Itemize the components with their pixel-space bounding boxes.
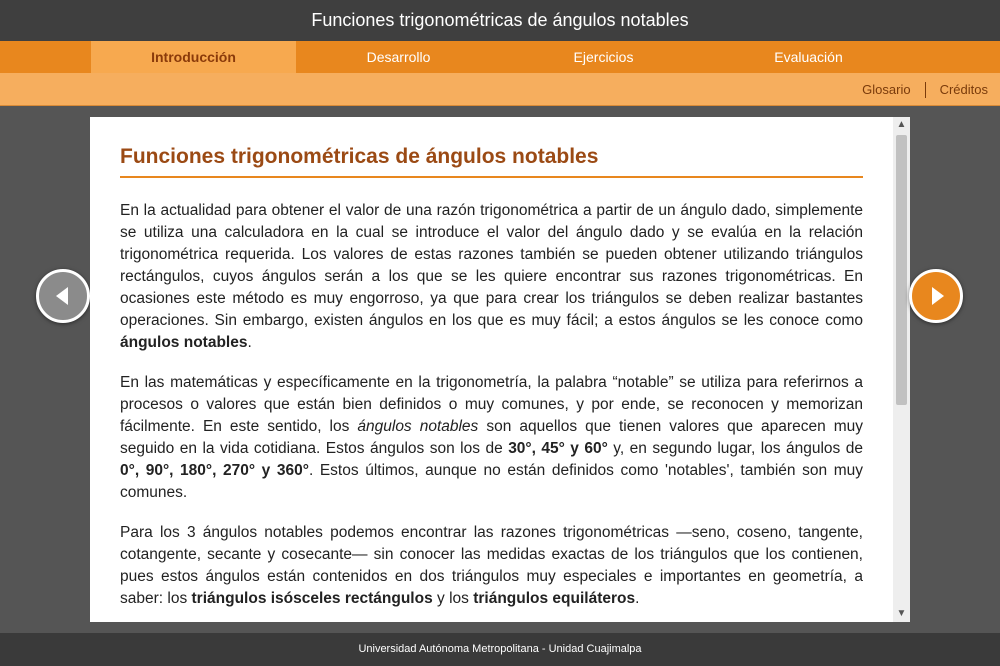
- paragraph-2-b: son aquellos que tienen valores que aparecen muy seguido en la vida cotidiana. Estos ángulos son los de: [120, 418, 863, 457]
- paragraph-2-italic: ángulos notables: [357, 418, 479, 435]
- tab-ejercicios[interactable]: Ejercicios: [573, 49, 634, 65]
- paragraph-3-a: Para los 3 ángulos notables podemos encontrar las razones trigonométricas —seno, coseno, tangente, cotangente, secante y cosecante— sin conocer las medidas exactas de los triángulos que los contienen, pues estos ángulos están contenidos en dos triángulos muy especiales e importantes en geometría, a saber: los: [120, 524, 863, 607]
- tab-evaluacion[interactable]: Evaluación: [774, 49, 843, 65]
- paragraph-3-c: .: [635, 590, 640, 607]
- arrow-right-icon: [932, 287, 944, 305]
- paragraph-2-bold2: 0°, 90°, 180°, 270° y 360°: [120, 462, 309, 479]
- main-nav: [0, 41, 1000, 73]
- paragraph-1-end: .: [247, 334, 252, 351]
- paragraph-3-bold1: triángulos isósceles rectángulos: [191, 590, 433, 607]
- glosario-link[interactable]: Glosario: [862, 82, 911, 97]
- paragraph-3-bold2: triángulos equiláteros: [473, 590, 636, 607]
- paragraph-3: [120, 522, 863, 610]
- paragraph-2-bold1: 30°, 45° y 60°: [508, 440, 608, 457]
- previous-button[interactable]: [36, 269, 90, 323]
- paragraph-3-b: y los: [432, 590, 474, 607]
- secondary-links: [862, 73, 988, 106]
- link-divider: [925, 82, 926, 98]
- page-title: Funciones trigonométricas de ángulos notables: [120, 145, 863, 178]
- paragraph-1-bold: ángulos notables: [120, 334, 248, 351]
- content-area: [120, 145, 863, 610]
- scroll-down-icon[interactable]: ▼: [896, 608, 907, 619]
- vertical-scrollbar[interactable]: [893, 117, 910, 622]
- paragraph-1-text: En la actualidad para obtener el valor de una razón trigonométrica a partir de un ángulo dado, simplemente se utiliza una calculadora en la cual se introduce el valor del ángulo dado y se evalúa en la relación trigonométrica requerida. Los valores de estas razones también se pueden obtener utilizando triángulos rectángulos, cuyos ángulos serán a los que se les quiere encontrar sus razones trigonométricas. En ocasiones este método es muy engorroso, ya que para crear los triángulos se deben realizar bastantes operaciones. Sin embargo, existen ángulos en los que es muy fácil; a estos ángulos se les conoce como: [120, 202, 863, 329]
- paragraph-2-a: En las matemáticas y específicamente en la trigonometría, la palabra “notable” se utiliza para referirnos a procesos o valores que están bien definidos o muy comunes, y por ende, se reconocen y memorizan fácilmente. En este sentido, los: [120, 374, 863, 435]
- arrow-left-icon: [56, 287, 68, 305]
- paragraph-1: [120, 200, 863, 354]
- paragraph-2-d: . Estos últimos, aunque no están definidos como 'notables', también son muy comunes.: [120, 462, 863, 501]
- scroll-up-icon[interactable]: ▲: [896, 119, 907, 130]
- paragraph-2: [120, 372, 863, 504]
- creditos-link[interactable]: Créditos: [939, 82, 988, 97]
- paragraph-2-c: y, en segundo lugar, los ángulos de: [607, 440, 864, 457]
- next-button[interactable]: [909, 269, 963, 323]
- content-panel: [90, 117, 910, 622]
- footer: Universidad Autónoma Metropolitana - Unidad Cuajimalpa: [0, 633, 1000, 666]
- tab-desarrollo[interactable]: Desarrollo: [366, 49, 431, 65]
- app-title: Funciones trigonométricas de ángulos notables: [0, 0, 1000, 41]
- scroll-thumb[interactable]: [896, 135, 907, 405]
- tab-introduccion[interactable]: Introducción: [91, 41, 296, 73]
- secondary-bar: [0, 73, 1000, 106]
